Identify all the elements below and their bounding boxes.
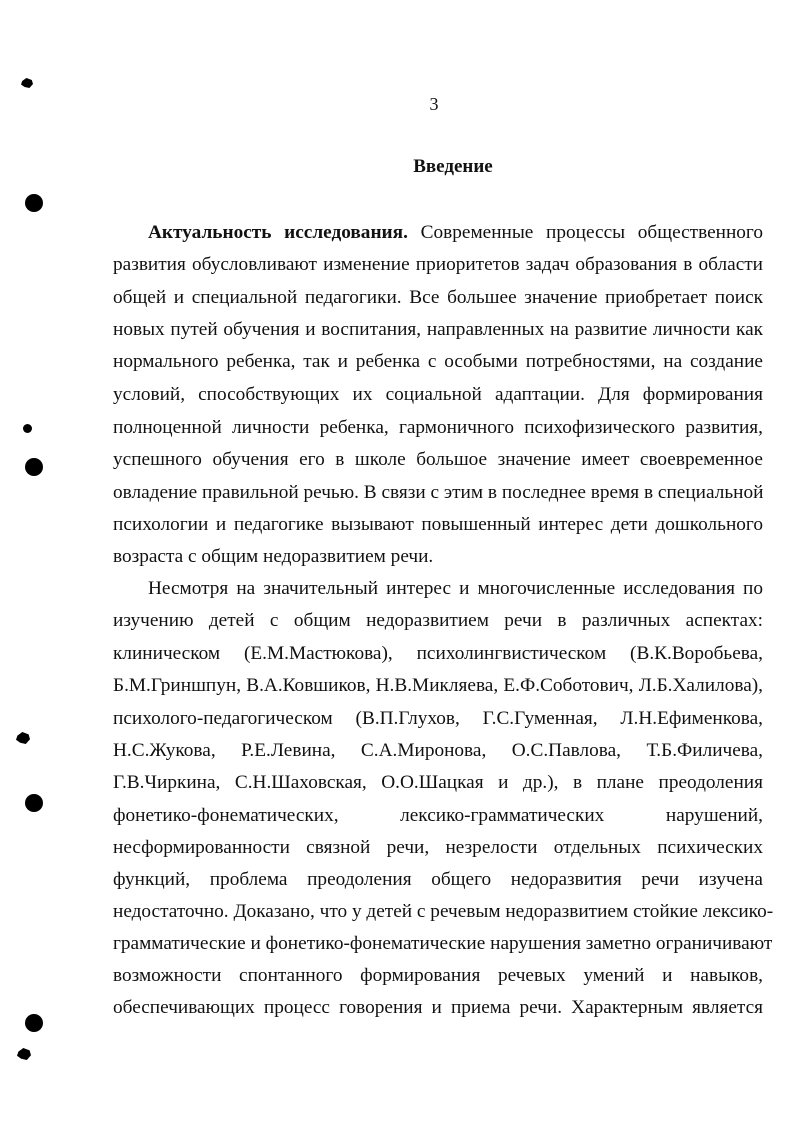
punch-hole: [25, 194, 43, 212]
paragraph-line: обеспечивающих процесс говорения и приема речи. Характерным является: [113, 997, 763, 1018]
paragraph-line: [148, 221, 763, 245]
paragraph-line: возраста с общим недоразвитием речи.: [113, 546, 434, 567]
page-number: 3: [429, 94, 439, 114]
paragraph-line: новых путей обучения и воспитания, направленных на развитие личности как: [113, 319, 763, 340]
lead-phrase: Актуальность исследования.: [148, 222, 408, 243]
paragraph-line: общей и специальной педагогики. Все большее значение приобретает поиск: [113, 287, 763, 308]
scan-speck: [21, 78, 33, 88]
paragraph-line: несформированности связной речи, незрелости отдельных психических: [113, 837, 763, 858]
punch-hole: [23, 424, 32, 433]
paragraph-line: психолого-педагогическом (В.П.Глухов, Г.С.Гуменная, Л.Н.Ефименкова,: [113, 708, 763, 729]
scan-speck: [16, 732, 30, 744]
paragraph-line: фонетико-фонематических, лексико-грамматических нарушений,: [113, 805, 763, 826]
punch-hole: [25, 458, 43, 476]
paragraph-line: нормального ребенка, так и ребенка с особыми потребностями, на создание: [113, 351, 763, 372]
paragraph-line: развития обусловливают изменение приоритетов задач образования в области: [113, 254, 763, 275]
paragraph-line: Б.М.Гриншпун, В.А.Ковшиков, Н.В.Микляева, Е.Ф.Соботович, Л.Б.Халилова),: [113, 675, 763, 696]
paragraph-line: изучению детей с общим недоразвитием речи в различных аспектах:: [113, 610, 763, 631]
paragraph-line: недостаточно. Доказано, что у детей с речевым недоразвитием стойкие лексико-: [113, 901, 774, 922]
paragraph-line: успешного обучения его в школе большое значение имеет своевременное: [113, 449, 763, 470]
punch-hole: [25, 794, 43, 812]
paragraph-line: возможности спонтанного формирования речевых умений и навыков,: [113, 965, 763, 986]
paragraph-line: Г.В.Чиркина, С.Н.Шаховская, О.О.Шацкая и др.), в плане преодоления: [113, 772, 763, 793]
scan-speck: [17, 1048, 31, 1060]
paragraph-line: овладение правильной речью. В связи с этим в последнее время в специальной: [113, 482, 764, 503]
paragraph-line: функций, проблема преодоления общего недоразвития речи изучена: [113, 869, 763, 890]
paragraph-line: условий, способствующих их социальной адаптации. Для формирования: [113, 384, 763, 405]
paragraph-line: полноценной личности ребенка, гармоничного психофизического развития,: [113, 417, 763, 438]
section-heading: Введение: [413, 156, 493, 177]
paragraph-line: клиническом (Е.М.Мастюкова), психолингвистическом (В.К.Воробьева,: [113, 643, 763, 664]
paragraph-line: психологии и педагогике вызывают повышенный интерес дети дошкольного: [113, 514, 763, 535]
punch-hole: [25, 1014, 43, 1032]
line-text: Современные процессы общественного: [407, 222, 764, 243]
paragraph-line: Несмотря на значительный интерес и многочисленные исследования по: [148, 578, 763, 599]
paragraph-line: Н.С.Жукова, Р.Е.Левина, С.А.Миронова, О.С.Павлова, Т.Б.Филичева,: [113, 740, 763, 761]
paragraph-line: грамматические и фонетико-фонематические нарушения заметно ограничивают: [113, 933, 773, 954]
